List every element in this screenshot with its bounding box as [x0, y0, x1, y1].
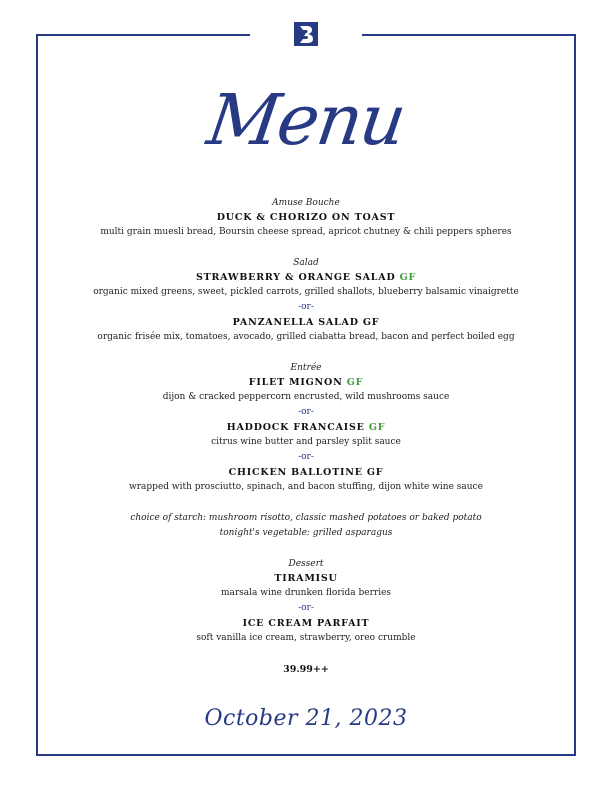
menu-title: Menu [202, 79, 410, 161]
b-monogram-logo-icon [294, 22, 318, 46]
dish-title: FILET MIGNON [248, 377, 343, 388]
dish-name [40, 375, 572, 390]
salad-section [40, 256, 572, 345]
dish-description: marsala wine drunken florida berries [220, 588, 392, 598]
dessert-section [40, 557, 572, 646]
dish-name: PANZANELLA SALAD GF [232, 317, 380, 328]
entree-section [40, 361, 572, 495]
category-label: Amuse Bouche [272, 198, 340, 208]
dish-name [40, 270, 572, 285]
dish-description: organic frisée mix, tomatoes, avocado, grilled ciabatta bread, bacon and perfect boiled egg [97, 332, 515, 342]
category-label: Dessert [288, 559, 324, 569]
or-divider: -or- [298, 407, 314, 417]
menu-date: October 21, 2023 [204, 706, 408, 731]
or-divider: -or- [298, 603, 314, 613]
dish-description: soft vanilla ice cream, strawberry, oreo crumble [196, 633, 416, 643]
dish-description: dijon & cracked peppercorn encrusted, wild mushrooms sauce [162, 392, 450, 402]
menu-content [40, 196, 572, 677]
or-divider: -or- [298, 452, 314, 462]
dish-name: ICE CREAM PARFAIT [242, 618, 370, 629]
dish-name: TIRAMISU [274, 573, 338, 584]
dish-name: CHICKEN BALLOTINE GF [228, 467, 384, 478]
sides-section [40, 511, 572, 541]
gluten-free-badge: GF [346, 377, 364, 388]
dish-name [40, 420, 572, 435]
dish-title: HADDOCK FRANCAISE [226, 422, 365, 433]
dish-description: citrus wine butter and parsley split sauce [211, 437, 401, 447]
menu-price: 39.99++ [283, 664, 329, 675]
dish-description: multi grain muesli bread, Boursin cheese spread, apricot chutney & chili peppers spheres [100, 227, 512, 237]
vegetable-note: tonight's vegetable: grilled asparagus [219, 528, 393, 538]
dish-description: wrapped with prosciutto, spinach, and bacon stuffing, dijon white wine sauce [129, 482, 483, 492]
dish-title: STRAWBERRY & ORANGE SALAD [195, 272, 396, 283]
gluten-free-badge: GF [368, 422, 386, 433]
gluten-free-badge: GF [399, 272, 417, 283]
or-divider: -or- [298, 302, 314, 312]
starch-note: choice of starch: mushroom risotto, classic mashed potatoes or baked potato [130, 513, 482, 523]
category-label: Salad [293, 258, 319, 268]
amuse-bouche-section [40, 196, 572, 240]
category-label: Entrée [290, 363, 322, 373]
dish-description: organic mixed greens, sweet, pickled carrots, grilled shallots, blueberry balsamic vinaigrette [93, 287, 519, 297]
dish-name: DUCK & CHORIZO ON TOAST [216, 212, 396, 223]
